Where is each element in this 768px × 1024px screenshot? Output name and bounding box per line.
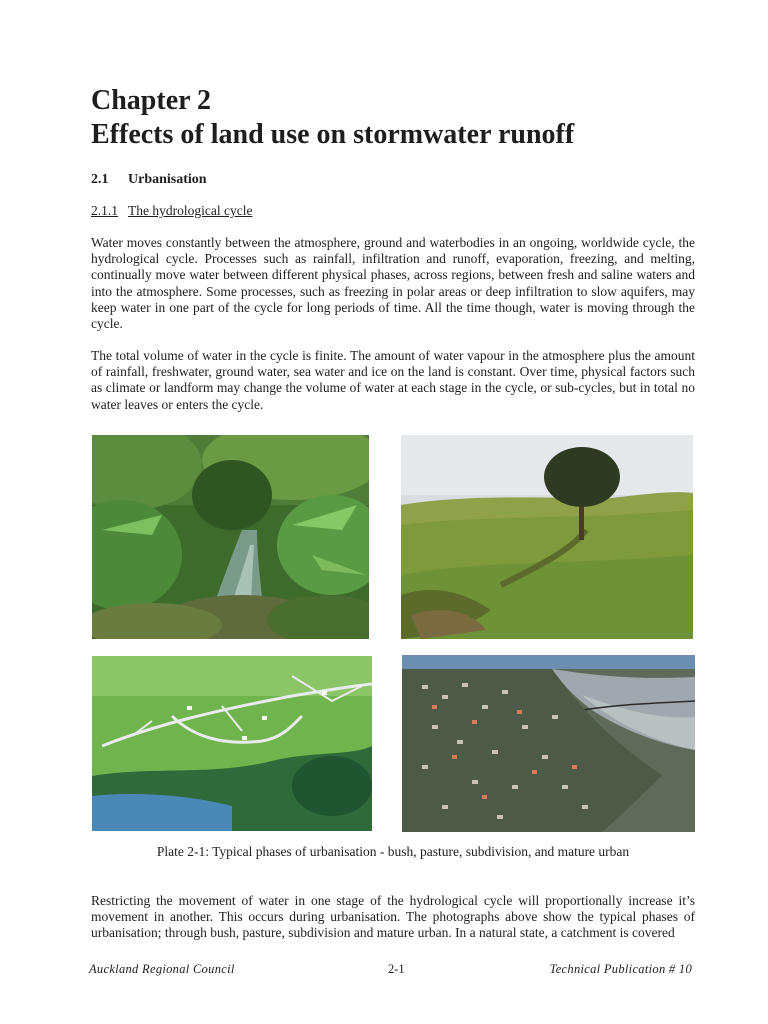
plate-caption: Plate 2-1: Typical phases of urbanisation - bush, pasture, subdivision, and mature urban bbox=[156, 844, 630, 859]
body-paragraph-2: The total volume of water in the cycle is finite. The amount of water vapour in the atmosphere plus the amount of rainfall, freshwater, ground water, sea water and ice on the land is constant. Over time, physical factors such as climate or landform may change the volume of water at each stage in the cycle, or sub-cycles, but in total no water leaves or enters the cycle. bbox=[91, 348, 695, 412]
bush-photo bbox=[92, 435, 369, 639]
subsection-heading bbox=[91, 203, 252, 219]
chapter-number: Chapter 2 bbox=[91, 85, 212, 116]
pasture-photo bbox=[401, 435, 693, 639]
chapter-title bbox=[91, 84, 574, 152]
subsection-title: The hydrological cycle bbox=[128, 203, 253, 218]
body-paragraph-1: Water moves constantly between the atmosphere, ground and waterbodies in an ongoing, worldwide cycle, the hydrological cycle. Processes such as rainfall, infiltration and runoff, evaporation, freezing, and melting, continually move water between different physical phases, across regions, between fresh and saline waters and into the atmosphere. Some processes, such as freezing in polar areas or deep infiltration to slow aquifers, may keep water in one part of the cycle for long periods of time. All the time though, water is moving through the cycle. bbox=[91, 235, 695, 332]
footer-publication: Technical Publication # 10 bbox=[549, 962, 692, 976]
urban-photo bbox=[402, 655, 695, 832]
subsection-number: 2.1.1 bbox=[91, 203, 118, 218]
body-paragraph-3: Restricting the movement of water in one stage of the hydrological cycle will proportionally increase it’s movement in another. This occurs during urbanisation. The photographs above show the typical phases of urbanisation; through bush, pasture, subdivision and mature urban. In a natural state, a catchment is covered bbox=[91, 893, 695, 941]
section-title: Urbanisation bbox=[128, 172, 207, 187]
footer-publisher: Auckland Regional Council bbox=[89, 962, 235, 976]
page-number: 2-1 bbox=[388, 962, 405, 976]
section-number: 2.1 bbox=[91, 172, 109, 187]
subdivision-photo bbox=[92, 656, 372, 831]
chapter-name: Effects of land use on stormwater runoff bbox=[91, 119, 575, 150]
section-heading bbox=[91, 172, 207, 188]
